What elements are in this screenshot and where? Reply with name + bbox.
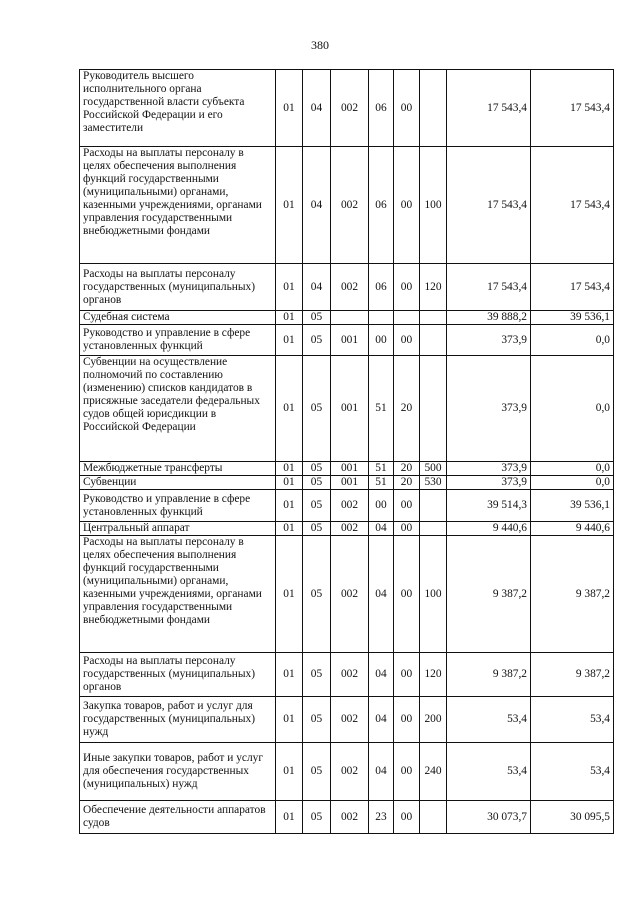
- row-target-article-sub1: 06: [369, 264, 394, 311]
- row-subsection-code: 05: [303, 536, 331, 653]
- row-expense-type-code: [420, 801, 447, 834]
- row-name: Центральный аппарат: [80, 522, 276, 536]
- row-target-article-code: 002: [331, 743, 369, 801]
- row-amount-year2: 17 543,4: [531, 70, 614, 147]
- row-target-article-sub2: 20: [394, 476, 420, 490]
- row-name: Судебная система: [80, 311, 276, 325]
- row-expense-type-code: [420, 490, 447, 522]
- row-target-article-code: 002: [331, 697, 369, 743]
- row-target-article-sub2: 00: [394, 522, 420, 536]
- row-target-article-code: 002: [331, 490, 369, 522]
- row-amount-year1: 30 073,7: [447, 801, 531, 834]
- row-amount-year1: 17 543,4: [447, 264, 531, 311]
- row-amount-year1: 9 387,2: [447, 653, 531, 697]
- row-section-code: 01: [276, 264, 303, 311]
- table-row: [80, 325, 614, 356]
- row-expense-type-code: [420, 356, 447, 462]
- row-name: Руководство и управление в сфере установленных функций: [80, 490, 276, 522]
- row-target-article-sub1: 23: [369, 801, 394, 834]
- row-target-article-sub1: 00: [369, 490, 394, 522]
- row-name: Расходы на выплаты персоналу в целях обеспечения выполнения функций государственными (муниципальными) органами, казенными учреждениями, органами управления государственными внебюджетными фондами: [80, 147, 276, 264]
- row-target-article-sub2: 00: [394, 490, 420, 522]
- table-row: [80, 70, 614, 147]
- table-row: [80, 462, 614, 476]
- row-target-article-sub1: [369, 311, 394, 325]
- row-target-article-sub2: 00: [394, 70, 420, 147]
- row-section-code: 01: [276, 801, 303, 834]
- row-target-article-code: 002: [331, 801, 369, 834]
- row-name: Межбюджетные трансферты: [80, 462, 276, 476]
- table-row: [80, 356, 614, 462]
- row-target-article-sub2: 00: [394, 536, 420, 653]
- row-expense-type-code: 100: [420, 147, 447, 264]
- row-name: Расходы на выплаты персоналу в целях обеспечения выполнения функций государственными (муниципальными) органами, казенными учреждениями, органами управления государственными внебюджетными фондами: [80, 536, 276, 653]
- table-row: [80, 801, 614, 834]
- row-target-article-sub1: 51: [369, 476, 394, 490]
- row-target-article-code: 001: [331, 476, 369, 490]
- table-row: [80, 697, 614, 743]
- row-expense-type-code: [420, 522, 447, 536]
- row-subsection-code: 05: [303, 325, 331, 356]
- row-target-article-sub2: 00: [394, 653, 420, 697]
- row-target-article-sub1: 04: [369, 743, 394, 801]
- row-target-article-code: 002: [331, 536, 369, 653]
- row-name: Субвенции: [80, 476, 276, 490]
- row-subsection-code: 05: [303, 801, 331, 834]
- row-target-article-code: 002: [331, 70, 369, 147]
- row-subsection-code: 05: [303, 490, 331, 522]
- row-amount-year2: 0,0: [531, 356, 614, 462]
- row-target-article-code: 002: [331, 264, 369, 311]
- row-target-article-sub2: 00: [394, 264, 420, 311]
- row-target-article-sub1: 06: [369, 70, 394, 147]
- row-target-article-code: 001: [331, 356, 369, 462]
- row-section-code: 01: [276, 490, 303, 522]
- row-target-article-sub2: 00: [394, 743, 420, 801]
- table-row: [80, 653, 614, 697]
- table-row: [80, 264, 614, 311]
- row-target-article-sub2: 00: [394, 147, 420, 264]
- row-subsection-code: 05: [303, 356, 331, 462]
- row-expense-type-code: 200: [420, 697, 447, 743]
- table-row: [80, 536, 614, 653]
- row-amount-year1: 373,9: [447, 476, 531, 490]
- row-name: Расходы на выплаты персоналу государственных (муниципальных) органов: [80, 264, 276, 311]
- row-target-article-code: 002: [331, 522, 369, 536]
- row-subsection-code: 05: [303, 476, 331, 490]
- row-target-article-sub2: 00: [394, 697, 420, 743]
- row-amount-year2: 9 387,2: [531, 536, 614, 653]
- row-amount-year1: 17 543,4: [447, 70, 531, 147]
- row-section-code: 01: [276, 743, 303, 801]
- row-subsection-code: 04: [303, 70, 331, 147]
- row-amount-year2: 53,4: [531, 743, 614, 801]
- row-section-code: 01: [276, 697, 303, 743]
- row-amount-year1: 373,9: [447, 325, 531, 356]
- table-row: [80, 522, 614, 536]
- row-name: Субвенции на осуществление полномочий по составлению (изменению) списков кандидатов в присяжные заседатели федеральных судов общей юрисдикции в Российской Федерации: [80, 356, 276, 462]
- page-number: 380: [311, 38, 329, 52]
- row-name: Расходы на выплаты персоналу государственных (муниципальных) органов: [80, 653, 276, 697]
- row-expense-type-code: 530: [420, 476, 447, 490]
- row-amount-year1: 53,4: [447, 697, 531, 743]
- row-amount-year1: 39 514,3: [447, 490, 531, 522]
- row-section-code: 01: [276, 147, 303, 264]
- row-target-article-sub2: 20: [394, 462, 420, 476]
- row-section-code: 01: [276, 536, 303, 653]
- row-amount-year2: 9 440,6: [531, 522, 614, 536]
- row-target-article-sub1: 00: [369, 325, 394, 356]
- row-section-code: 01: [276, 325, 303, 356]
- row-section-code: 01: [276, 70, 303, 147]
- table-row: [80, 490, 614, 522]
- row-target-article-code: 002: [331, 653, 369, 697]
- row-target-article-sub2: [394, 311, 420, 325]
- row-amount-year2: 39 536,1: [531, 311, 614, 325]
- row-subsection-code: 05: [303, 462, 331, 476]
- row-target-article-sub1: 04: [369, 536, 394, 653]
- row-subsection-code: 05: [303, 522, 331, 536]
- row-target-article-sub1: 51: [369, 462, 394, 476]
- row-section-code: 01: [276, 356, 303, 462]
- row-expense-type-code: 100: [420, 536, 447, 653]
- row-amount-year1: 9 387,2: [447, 536, 531, 653]
- table-row: [80, 476, 614, 490]
- row-subsection-code: 05: [303, 743, 331, 801]
- row-target-article-sub1: 04: [369, 653, 394, 697]
- table-row: [80, 147, 614, 264]
- row-target-article-code: 001: [331, 462, 369, 476]
- row-amount-year2: 0,0: [531, 462, 614, 476]
- row-target-article-sub1: 51: [369, 356, 394, 462]
- row-target-article-code: 001: [331, 325, 369, 356]
- row-amount-year1: 53,4: [447, 743, 531, 801]
- row-subsection-code: 04: [303, 147, 331, 264]
- row-name: Руководитель высшего исполнительного органа государственной власти субъекта Российской Федерации и его заместители: [80, 70, 276, 147]
- row-section-code: 01: [276, 462, 303, 476]
- row-amount-year1: 39 888,2: [447, 311, 531, 325]
- row-amount-year1: 373,9: [447, 462, 531, 476]
- row-amount-year2: 0,0: [531, 325, 614, 356]
- row-subsection-code: 04: [303, 264, 331, 311]
- row-target-article-sub2: 20: [394, 356, 420, 462]
- row-target-article-sub1: 04: [369, 697, 394, 743]
- row-section-code: 01: [276, 311, 303, 325]
- row-amount-year2: 0,0: [531, 476, 614, 490]
- row-amount-year1: 17 543,4: [447, 147, 531, 264]
- row-expense-type-code: 500: [420, 462, 447, 476]
- row-section-code: 01: [276, 522, 303, 536]
- row-target-article-sub1: 04: [369, 522, 394, 536]
- row-target-article-sub1: 06: [369, 147, 394, 264]
- row-subsection-code: 05: [303, 697, 331, 743]
- row-expense-type-code: 120: [420, 264, 447, 311]
- table-row: [80, 743, 614, 801]
- row-target-article-code: 002: [331, 147, 369, 264]
- row-expense-type-code: [420, 70, 447, 147]
- row-target-article-sub2: 00: [394, 325, 420, 356]
- row-amount-year1: 9 440,6: [447, 522, 531, 536]
- row-name: Закупка товаров, работ и услуг для государственных (муниципальных) нужд: [80, 697, 276, 743]
- row-expense-type-code: 240: [420, 743, 447, 801]
- row-name: Руководство и управление в сфере установленных функций: [80, 325, 276, 356]
- row-amount-year1: 373,9: [447, 356, 531, 462]
- row-expense-type-code: 120: [420, 653, 447, 697]
- row-amount-year2: 17 543,4: [531, 264, 614, 311]
- row-amount-year2: 39 536,1: [531, 490, 614, 522]
- row-name: Иные закупки товаров, работ и услуг для обеспечения государственных (муниципальных) нужд: [80, 743, 276, 801]
- table-row: [80, 311, 614, 325]
- row-section-code: 01: [276, 653, 303, 697]
- row-amount-year2: 9 387,2: [531, 653, 614, 697]
- row-name: Обеспечение деятельности аппаратов судов: [80, 801, 276, 834]
- budget-table: [79, 69, 614, 834]
- row-amount-year2: 53,4: [531, 697, 614, 743]
- row-section-code: 01: [276, 476, 303, 490]
- row-target-article-sub2: 00: [394, 801, 420, 834]
- row-subsection-code: 05: [303, 311, 331, 325]
- row-target-article-code: [331, 311, 369, 325]
- row-subsection-code: 05: [303, 653, 331, 697]
- row-expense-type-code: [420, 311, 447, 325]
- row-expense-type-code: [420, 325, 447, 356]
- row-amount-year2: 17 543,4: [531, 147, 614, 264]
- row-amount-year2: 30 095,5: [531, 801, 614, 834]
